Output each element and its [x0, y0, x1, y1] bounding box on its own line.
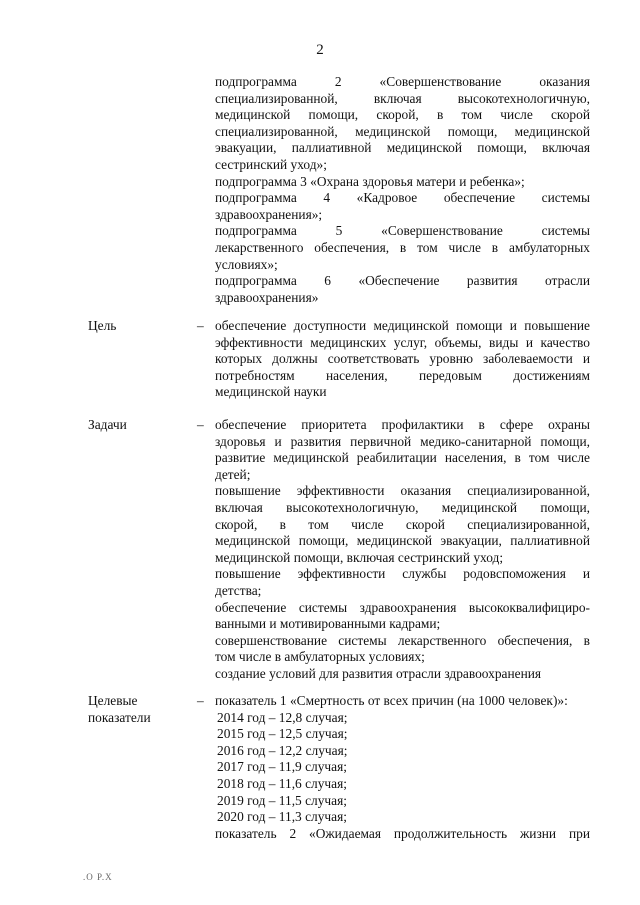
- tasks-list: [215, 417, 590, 683]
- goal-line: обеспечение доступности медицинской помощи и повышение: [215, 318, 590, 333]
- subprogram-line: здравоохранения»;: [215, 206, 323, 222]
- subprogram-line: подпрограмма 2 «Совершенствование оказания: [215, 74, 590, 89]
- goal-line: эффективности медицинских услуг, объемы, виды и качество: [215, 334, 590, 350]
- goal-label: Цель: [88, 318, 117, 333]
- indicator-2-title: показатель 2 «Ожидаемая продолжительность жизни при: [215, 825, 590, 841]
- task-line: обеспечение системы здравоохранения высококвалифициро-: [215, 599, 590, 615]
- indicator-year-value: 2018 год – 11,6 случая;: [217, 775, 347, 791]
- subprogram-line: специализированной, включая высокотехнологичную,: [215, 90, 590, 106]
- subprogram-line: подпрограмма 5 «Совершенствование системы: [215, 223, 590, 239]
- subprogram-line: сестринский уход»;: [215, 156, 327, 172]
- task-line: ванными и мотивированными кадрами;: [215, 616, 441, 632]
- subprograms-list: [215, 74, 590, 306]
- footer-mark: .О Р.Х: [83, 872, 113, 882]
- page-number: 2: [316, 42, 324, 58]
- task-line: здоровья и развития первичной медико-санитарной помощи,: [215, 433, 590, 449]
- tasks-dash: –: [197, 417, 204, 432]
- indicator-year-value: 2020 год – 11,3 случая;: [217, 809, 347, 825]
- subprogram-line: специализированной, медицинской помощи, медицинской: [215, 123, 590, 139]
- indicators-label-line2: показатели: [88, 709, 151, 725]
- task-line: совершенствование системы лекарственного обеспечения, в: [215, 632, 590, 648]
- indicator-1-title: показатель 1 «Смертность от всех причин (на 1000 человек)»:: [215, 693, 568, 708]
- goal-line: медицинской науки: [215, 384, 327, 400]
- task-line: повышение эффективности оказания специализированной,: [215, 483, 590, 499]
- task-line: создание условий для развития отрасли здравоохранения: [215, 665, 542, 681]
- goal-line: потребностям населения, передовым достижениям: [215, 367, 590, 383]
- task-line: том числе в амбулаторных условиях;: [215, 649, 425, 665]
- goal-line: которых должны соответствовать уровню заболеваемости и: [215, 351, 590, 367]
- tasks-label: Задачи: [88, 417, 127, 432]
- indicator-year-value: 2017 год – 11,9 случая;: [217, 759, 347, 775]
- subprogram-line: подпрограмма 3 «Охрана здоровья матери и ребенка»;: [215, 173, 525, 189]
- indicators-dash: –: [197, 693, 204, 708]
- subprogram-line: условиях»;: [215, 256, 278, 272]
- subprogram-line: подпрограмма 4 «Кадровое обеспечение системы: [215, 190, 590, 206]
- task-line: детей;: [215, 466, 251, 482]
- task-line: медицинской помощи, медицинской эвакуации, паллиативной: [215, 533, 590, 549]
- task-line: повышение эффективности службы родовспоможения и: [215, 566, 590, 582]
- indicator-year-value: 2015 год – 12,5 случая;: [217, 726, 348, 742]
- task-line: детства;: [215, 582, 262, 598]
- task-line: обеспечение приоритета профилактики в сфере охраны: [215, 417, 590, 432]
- subprogram-line: здравоохранения»: [215, 289, 319, 305]
- task-line: скорой, в том числе скорой специализированной,: [215, 516, 590, 532]
- subprogram-line: эвакуации, паллиативной медицинской помощи, включая: [215, 140, 590, 156]
- indicators-label: [88, 693, 188, 726]
- goal-dash: –: [197, 318, 204, 333]
- indicator-year-value: 2019 год – 11,5 случая;: [217, 792, 347, 808]
- indicator-year-value: 2014 год – 12,8 случая;: [217, 709, 348, 725]
- indicator-year-value: 2016 год – 12,2 случая;: [217, 742, 348, 758]
- subprogram-line: подпрограмма 6 «Обеспечение развития отрасли: [215, 273, 590, 289]
- task-line: включая высокотехнологичную, медицинской помощи,: [215, 499, 590, 515]
- subprogram-line: медицинской помощи, скорой, в том числе скорой: [215, 107, 590, 123]
- task-line: медицинской помощи, включая сестринский уход;: [215, 549, 504, 565]
- subprogram-line: лекарственного обеспечения, в том числе в амбулаторных: [215, 239, 590, 255]
- indicators-label-line1: Целевые: [88, 693, 138, 708]
- goal-text: [215, 318, 590, 401]
- indicator-1-years: [215, 710, 590, 826]
- indicators-list: [215, 693, 590, 842]
- task-line: развитие медицинской реабилитации населения, в том числе: [215, 450, 590, 466]
